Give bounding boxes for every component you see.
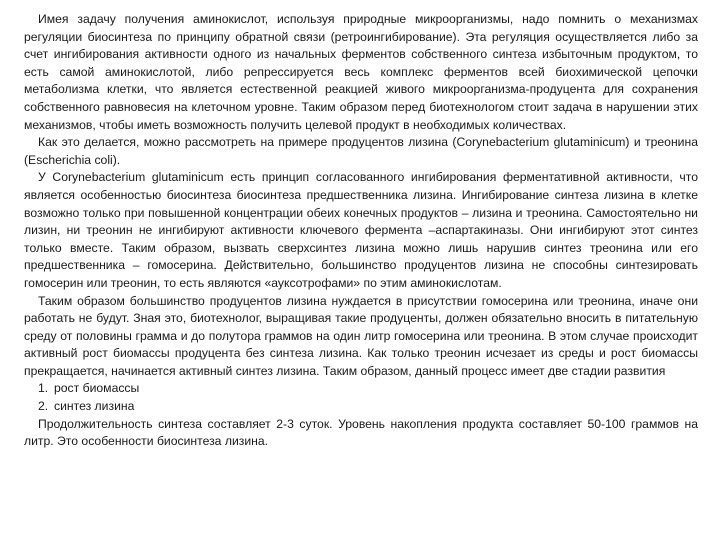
paragraph-examples: Как это делается, можно рассмотреть на примере продуцентов лизина (Corynebacterium glutaminicum) и треонина (Escherichia coli). xyxy=(24,135,698,167)
list-item-number: 2. xyxy=(38,399,49,414)
stages-list xyxy=(24,380,698,415)
paragraph-closing: Продолжительность синтеза составляет 2-3 суток. Уровень накопления продукта составляет 50-100 граммов на литр. Это особенности биосинтеза лизина. xyxy=(24,416,698,449)
list-item xyxy=(24,380,698,398)
list-item-text: рост биомассы xyxy=(54,381,140,396)
paragraph-regulation: Имея задачу получения аминокислот, используя природные микроорганизмы, надо помнить о механизмах регуляции биосинтеза по принципу обратной связи (ретроингибирование). Эта регуляция осуществляется либо за счет ингибирования активности одного из начальных ферментов собственного синтеза избыточным продуктом, то есть самой аминокислотой, либо репрессируется весь комплекс ферментов всей биохимической цепочки метаболизма клетки, что является естественной реакцией живого микроорганизма-продуцента для сохранения собственного равновесия на клеточном уровне. Таким образом перед биотехнологом стоит задача в нарушении этих механизмов, чтобы иметь возможность получить целевой продукт в необходимых количествах. xyxy=(24,12,698,132)
paragraph-corynebacterium: У Corynebacterium glutaminicum есть принцип согласованного ингибирования ферментативной активности, что является особенностью биосинтеза биосинтеза предшественника лизина. Ингибирование синтеза лизина в клетке возможно только при повышенной концентрации обеих конечных продуктов – лизина и треонина. Самостоятельно ни лизин, ни треонин не ингибируют активности ключевого фермента –аспартакиназы. Они ингибируют этот синтез только вместе. Таким образом, вызвать сверхсинтез лизина можно лишь нарушив синтез треонина или его предшественника – гомосерина. Действительно, большинство продуцентов лизина не способны синтезировать гомосерин или треонин, то есть являются «ауксотрофами» по этим аминокислотам. xyxy=(24,170,698,290)
list-item-number: 1. xyxy=(38,381,49,396)
paragraph-stages: Таким образом большинство продуцентов лизина нуждается в присутствии гомосерина или треонина, иначе они работать не будут. Зная это, биотехнолог, выращивая такие продуценты, должен обязательно вносить в питательную среду от половины грамма и до полутора граммов на один литр гомосерина или треонина. В этом случае происходит активный рост биомассы продуцента без синтеза лизина. Как только треонин исчезает из среды и рост биомассы прекращается, начинается активный синтез лизина. Таким образом, данный процесс имеет две стадии развития xyxy=(24,293,698,378)
list-item-text: синтез лизина xyxy=(54,399,135,414)
list-item xyxy=(24,398,698,416)
